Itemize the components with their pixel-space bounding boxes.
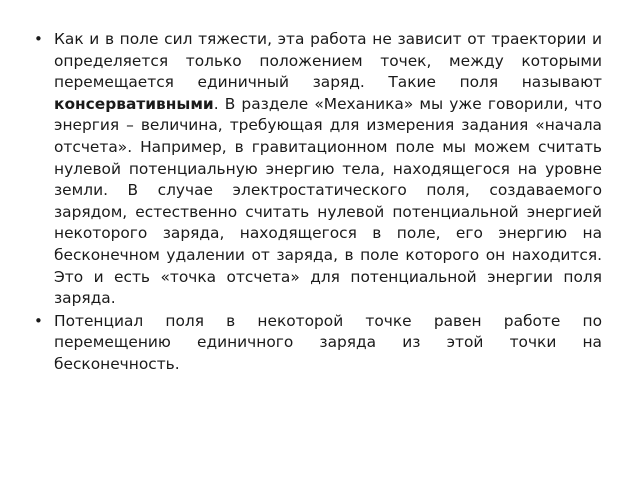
bullet-marker: •	[34, 30, 43, 48]
bullet-list	[32, 29, 602, 377]
bullet-text-start: Как и в поле сил тяжести, эта работа не зависит от траектории и определяется только положением точек, между которыми перемещается единичный заряд. Такие поля называют	[54, 30, 602, 92]
bullet-text-end: . В разделе «Механика» мы уже говорили, что энергия – величина, требующая для измерения задания «начала отсчета». Например, в гравитационном поле мы можем считать нулевой потенциальную энергию тела, находящегося на уровне земли. В случае электростатического поля, создаваемого зарядом, естественно считать нулевой потенциальной энергией некоторого заряда, находящегося в поле, его энергию на бесконечном удалении от заряда, в поле которого он находится. Это и есть «точка отсчета» для потенциальной энергии поля заряда.	[54, 94, 602, 308]
bullet-item-conservative-fields	[32, 29, 602, 310]
bold-term: консервативными	[54, 94, 214, 113]
bullet-marker: •	[34, 311, 43, 330]
bullet-item-potential-definition	[32, 311, 602, 376]
bullet-text: Потенциал поля в некоторой точке равен работе по перемещению единичного заряда из этой точки на бесконечность.	[54, 311, 602, 373]
